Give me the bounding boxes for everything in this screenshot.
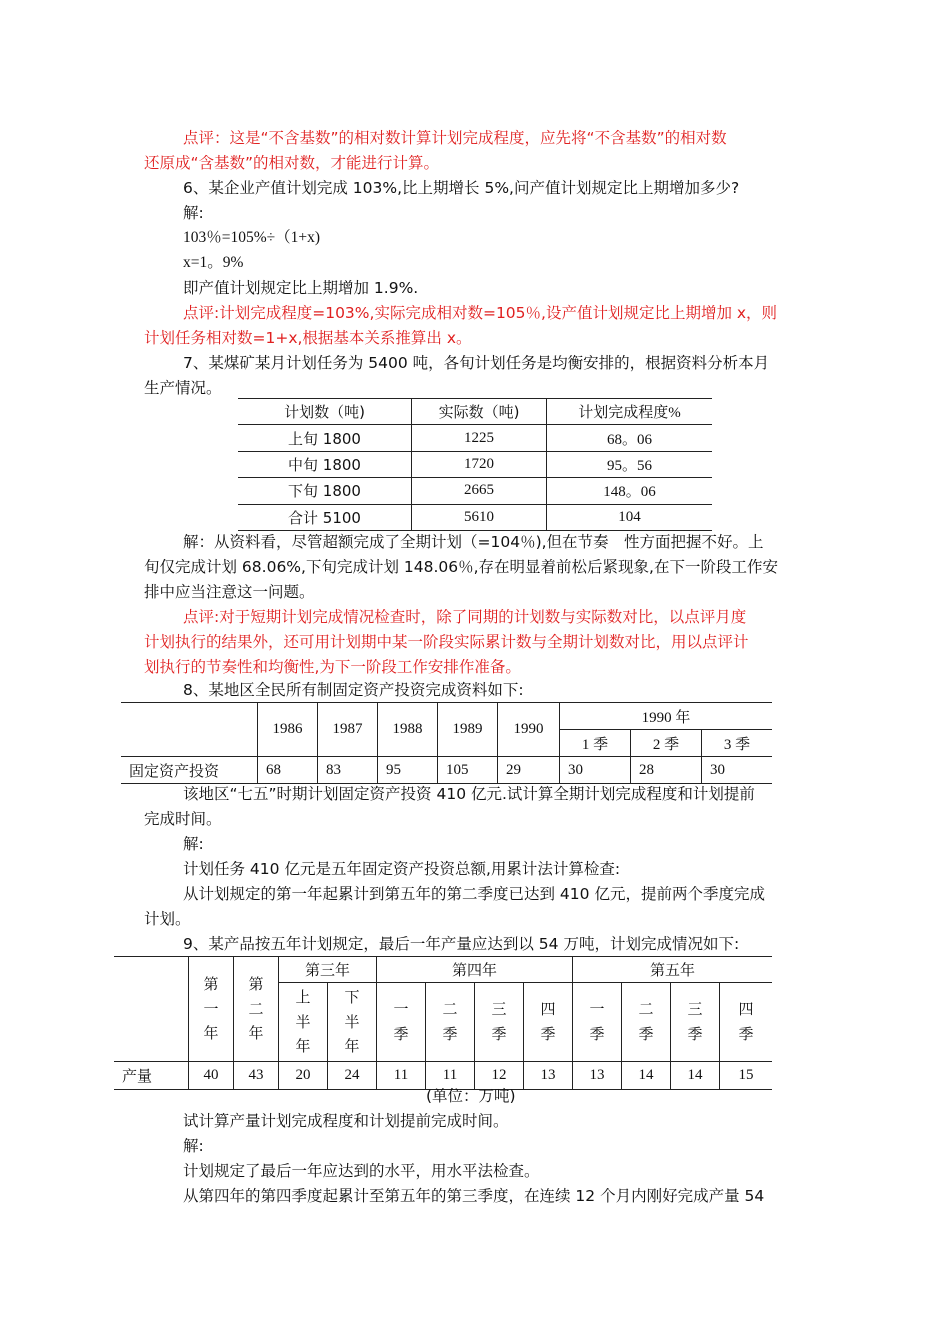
vertical-char: 年 bbox=[344, 1037, 360, 1055]
vertical-char: 季 bbox=[589, 1024, 605, 1043]
q6-formula: 103％=105%÷（1+x) bbox=[183, 229, 321, 246]
q9-header-blank bbox=[114, 957, 189, 1062]
vertical-char: 半 bbox=[344, 1012, 360, 1031]
vertical-char: 一 bbox=[203, 999, 219, 1018]
table-cell: 14 bbox=[671, 1061, 720, 1089]
table-cell: 105 bbox=[438, 757, 498, 784]
q8-solution-line2: 从计划规定的第一年起累计到第五年的第二季度已达到 410 亿元，提前两个季度完成 bbox=[183, 885, 765, 903]
vertical-char: 二 bbox=[638, 1000, 654, 1019]
q7-header-actual: 实际数（吨) bbox=[412, 399, 547, 425]
q9-y5-q1-header bbox=[573, 983, 622, 1062]
q6-answer: 即产值计划规定比上期增加 1.9%. bbox=[183, 279, 419, 297]
vertical-char: 四 bbox=[540, 1000, 556, 1019]
q7-table-header bbox=[238, 399, 712, 425]
q8-solve-label: 解: bbox=[183, 835, 204, 853]
table-cell: 15 bbox=[720, 1061, 773, 1089]
vertical-char: 季 bbox=[393, 1024, 409, 1043]
table-row bbox=[238, 504, 712, 530]
q9-table bbox=[114, 956, 772, 1090]
table-cell: 上旬 1800 bbox=[238, 425, 412, 451]
table-cell: 83 bbox=[318, 757, 378, 784]
table-cell: 1225 bbox=[412, 425, 547, 451]
table-cell: 下旬 1800 bbox=[238, 478, 412, 504]
q9-year2-header bbox=[234, 957, 279, 1062]
q8-table-header bbox=[121, 703, 772, 730]
table-cell: 95 bbox=[378, 757, 438, 784]
q5-comment-line2: 还原成“含基数”的相对数，才能进行计算。 bbox=[144, 154, 440, 172]
table-cell: 68 bbox=[258, 757, 318, 784]
q6-comment-line2: 计划任务相对数=1+x,根据基本关系推算出 x。 bbox=[144, 329, 472, 347]
q8-header-blank bbox=[121, 703, 258, 757]
table-cell: 20 bbox=[279, 1061, 328, 1089]
q9-row-label: 产量 bbox=[114, 1061, 189, 1089]
q8-year-1988: 1988 bbox=[378, 703, 438, 757]
table-cell: 30 bbox=[560, 757, 631, 784]
q7-comment-line1: 点评:对于短期计划完成情况检查时，除了同期的计划数与实际数对比，以点评月度 bbox=[183, 608, 747, 626]
q9-year1-header bbox=[189, 957, 234, 1062]
q9-solution-line1: 计划规定了最后一年应达到的水平，用水平法检查。 bbox=[183, 1162, 540, 1180]
q8-year-1990: 1990 bbox=[498, 703, 560, 757]
vertical-char: 年 bbox=[248, 1024, 264, 1042]
table-row bbox=[238, 451, 712, 477]
q8-quarter-1: 1 季 bbox=[560, 730, 631, 757]
table-cell: 13 bbox=[573, 1061, 622, 1089]
vertical-char: 二 bbox=[248, 999, 264, 1018]
q8-year-1987: 1987 bbox=[318, 703, 378, 757]
q8-quarter-3: 3 季 bbox=[702, 730, 773, 757]
q9-year5-header: 第五年 bbox=[573, 957, 773, 983]
q6-result: x=1。9% bbox=[183, 254, 244, 271]
q9-half2-header bbox=[328, 983, 377, 1062]
table-cell: 5610 bbox=[412, 504, 547, 530]
table-cell: 68。06 bbox=[547, 425, 713, 451]
vertical-char: 半 bbox=[295, 1012, 311, 1031]
vertical-char: 一 bbox=[589, 1000, 605, 1019]
table-cell: 40 bbox=[189, 1061, 234, 1089]
q7-solution-line2: 旬仅完成计划 68.06%,下旬完成计划 148.06％,存在明显着前松后紧现象,在下一阶段工作安 bbox=[144, 558, 778, 576]
q9-year3-header: 第三年 bbox=[279, 957, 377, 983]
vertical-char: 季 bbox=[540, 1024, 556, 1043]
q8-solution-line3: 计划。 bbox=[144, 910, 191, 928]
table-cell: 148。06 bbox=[547, 478, 713, 504]
q9-table-header bbox=[114, 957, 772, 983]
table-cell: 30 bbox=[702, 757, 773, 784]
q9-y4-q1-header bbox=[377, 983, 426, 1062]
q7-header-rate: 计划完成程度% bbox=[547, 399, 713, 425]
q8-row-label: 固定资产投资 bbox=[121, 757, 258, 784]
vertical-char: 三 bbox=[687, 1000, 703, 1019]
table-cell: 28 bbox=[631, 757, 702, 784]
q8-text-line2: 完成时间。 bbox=[144, 810, 222, 828]
q8-year-1989: 1989 bbox=[438, 703, 498, 757]
table-cell: 中旬 1800 bbox=[238, 451, 412, 477]
q8-text-line1: 该地区“七五”时期计划固定资产投资 410 亿元.试计算全期计划完成程度和计划提前 bbox=[183, 785, 755, 803]
q9-y4-q3-header bbox=[475, 983, 524, 1062]
q6-solve-label: 解: bbox=[183, 204, 204, 222]
q5-comment-line1: 点评：这是“不含基数”的相对数计算计划完成程度，应先将“不含基数”的相对数 bbox=[183, 129, 727, 147]
q7-question-line2: 生产情况。 bbox=[144, 379, 222, 397]
table-cell: 14 bbox=[622, 1061, 671, 1089]
q8-question: 8、某地区全民所有制固定资产投资完成资料如下: bbox=[183, 681, 524, 699]
q8-solution-line1: 计划任务 410 亿元是五年固定资产投资总额,用累计法计算检查: bbox=[183, 860, 621, 878]
q6-comment-line1: 点评:计划完成程度=103%,实际完成相对数=105％,设产值计划规定比上期增加 x，则 bbox=[183, 304, 778, 322]
table-cell: 95。56 bbox=[547, 451, 713, 477]
q8-quarter-2: 2 季 bbox=[631, 730, 702, 757]
q8-table bbox=[121, 702, 772, 784]
table-cell: 11 bbox=[426, 1061, 475, 1089]
table-row bbox=[121, 757, 772, 784]
q9-task: 试计算产量计划完成程度和计划提前完成时间。 bbox=[183, 1112, 509, 1130]
q7-comment-line2: 计划执行的结果外，还可用计划期中某一阶段实际累计数与全期计划数对比，用以点评计 bbox=[144, 633, 749, 651]
table-cell: 29 bbox=[498, 757, 560, 784]
vertical-char: 四 bbox=[738, 1000, 754, 1019]
vertical-char: 季 bbox=[491, 1024, 507, 1043]
q9-y5-q3-header bbox=[671, 983, 720, 1062]
table-cell: 43 bbox=[234, 1061, 279, 1089]
q7-table bbox=[238, 398, 712, 531]
vertical-char: 年 bbox=[203, 1024, 219, 1042]
vertical-char: 季 bbox=[738, 1024, 754, 1043]
vertical-char: 二 bbox=[442, 1000, 458, 1019]
vertical-char: 下 bbox=[344, 988, 360, 1006]
q9-y5-q2-header bbox=[622, 983, 671, 1062]
table-cell: 24 bbox=[328, 1061, 377, 1089]
q7-solution-line3: 排中应当注意这一问题。 bbox=[144, 583, 315, 601]
table-cell: 104 bbox=[547, 504, 713, 530]
q6-question: 6、某企业产值计划完成 103%,比上期增长 5%,问产值计划规定比上期增加多少? bbox=[183, 179, 740, 197]
vertical-char: 季 bbox=[442, 1024, 458, 1043]
table-cell: 合计 5100 bbox=[238, 504, 412, 530]
table-row bbox=[238, 478, 712, 504]
q7-question-line1: 7、某煤矿某月计划任务为 5400 吨，各旬计划任务是均衡安排的，根据资料分析本月 bbox=[183, 354, 770, 372]
vertical-char: 第 bbox=[203, 975, 219, 993]
q9-solution-line2: 从第四年的第四季度起累计至第五年的第三季度，在连续 12 个月内刚好完成产量 54 bbox=[183, 1187, 765, 1205]
vertical-char: 一 bbox=[393, 1000, 409, 1019]
q8-year-1986: 1986 bbox=[258, 703, 318, 757]
table-cell: 1720 bbox=[412, 451, 547, 477]
q9-half1-header bbox=[279, 983, 328, 1062]
q7-comment-line3: 划执行的节奏性和均衡性,为下一阶段工作安排作准备。 bbox=[144, 658, 521, 676]
vertical-char: 季 bbox=[638, 1024, 654, 1043]
vertical-char: 第 bbox=[248, 975, 264, 993]
table-cell: 13 bbox=[524, 1061, 573, 1089]
q9-solve-label: 解: bbox=[183, 1137, 204, 1155]
table-cell: 11 bbox=[377, 1061, 426, 1089]
table-row bbox=[238, 425, 712, 451]
q9-unit-note: (单位：万吨) bbox=[426, 1087, 516, 1105]
q9-y4-q2-header bbox=[426, 983, 475, 1062]
q9-year4-header: 第四年 bbox=[377, 957, 573, 983]
q7-header-plan: 计划数（吨) bbox=[238, 399, 412, 425]
q9-y4-q4-header bbox=[524, 983, 573, 1062]
q8-group-1990: 1990 年 bbox=[560, 703, 773, 730]
q7-solution-line1: 解：从资料看，尽管超额完成了全期计划（=104％),但在节奏 性方面把握不好。上 bbox=[183, 533, 764, 551]
vertical-char: 上 bbox=[295, 988, 311, 1006]
vertical-char: 年 bbox=[295, 1037, 311, 1055]
vertical-char: 季 bbox=[687, 1024, 703, 1043]
q9-y5-q4-header bbox=[720, 983, 773, 1062]
table-cell: 2665 bbox=[412, 478, 547, 504]
vertical-char: 三 bbox=[491, 1000, 507, 1019]
table-cell: 12 bbox=[475, 1061, 524, 1089]
q9-question: 9、某产品按五年计划规定，最后一年产量应达到以 54 万吨，计划完成情况如下: bbox=[183, 935, 740, 953]
